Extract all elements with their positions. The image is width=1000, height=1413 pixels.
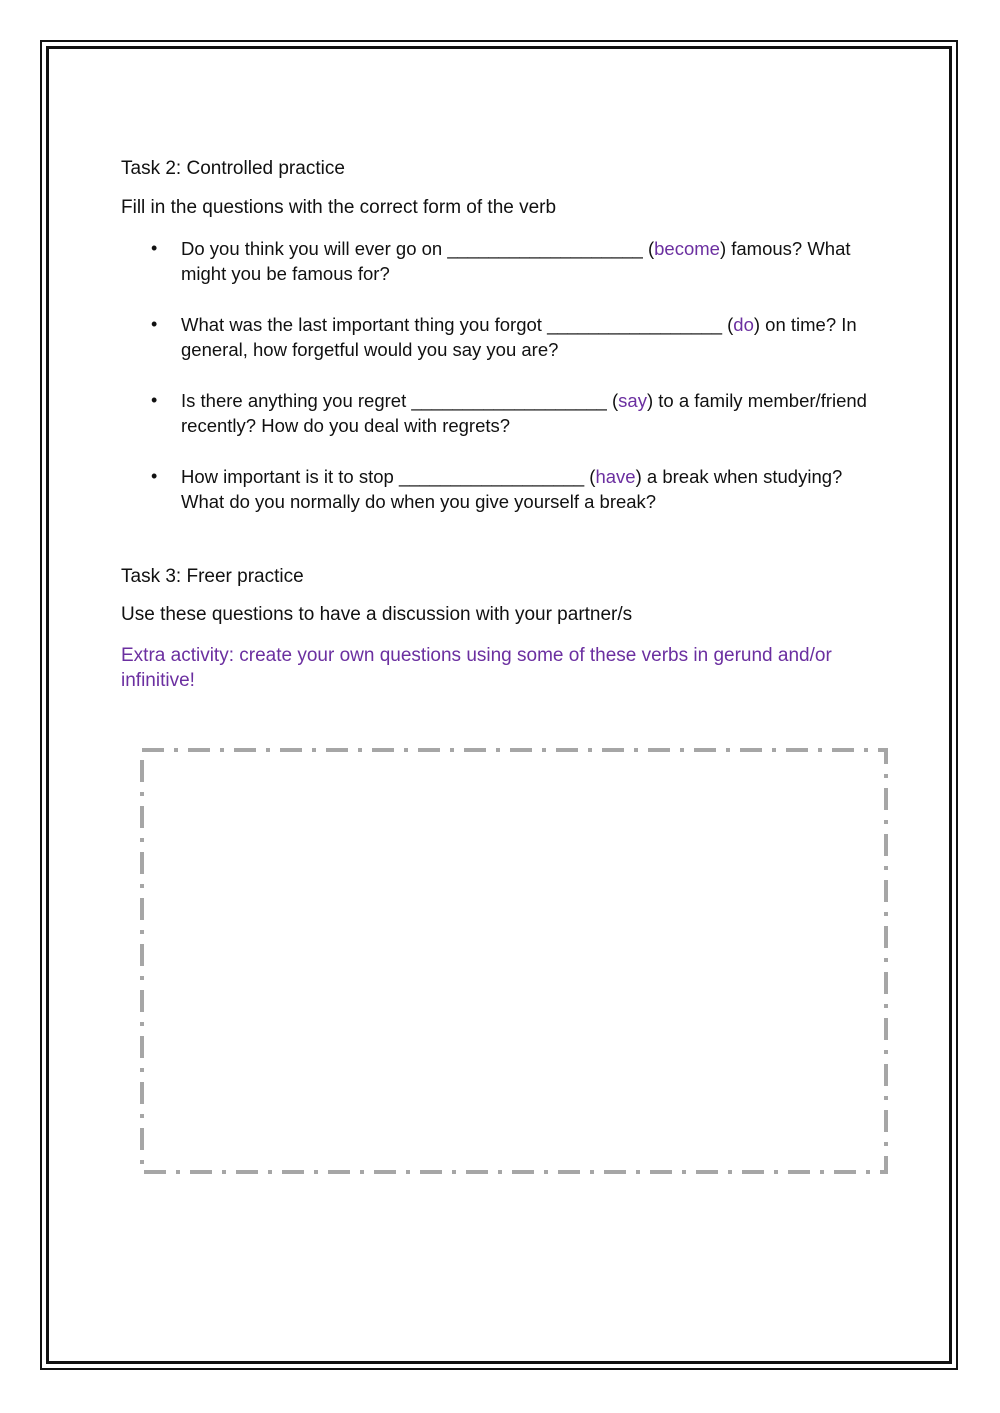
answer-box-border [142,750,886,1172]
question-text: Is there anything you regret ___________________ (say) to a family member/friend recently? How do you deal with regrets? [181,390,867,436]
bullet-icon: • [151,314,158,334]
verb-hint: do [733,314,754,335]
task2-instruction: Fill in the questions with the correct form of the verb [121,197,557,218]
extra-activity: Extra activity: create your own questions using some of these verbs in gerund and/or infinitive! [121,645,832,691]
bullet-icon: • [151,466,158,486]
question-1 [151,236,886,286]
task3-instruction: Use these questions to have a discussion with your partner/s [121,604,633,625]
question-2 [151,312,886,362]
task3-title: Task 3: Freer practice [121,566,304,587]
question-3 [151,388,886,438]
bullet-icon: • [151,390,158,410]
answer-box[interactable] [118,730,908,1190]
verb-hint: have [595,466,636,487]
task2-title: Task 2: Controlled practice [121,158,345,179]
verb-hint: say [618,390,647,411]
question-text: How important is it to stop __________________ (have) a break when studying? What do you normally do when you give yourself a break? [181,466,843,512]
question-text: What was the last important thing you forgot _________________ (do) on time? In general, how forgetful would you say you are? [181,314,857,360]
verb-hint: become [654,238,720,259]
question-4 [151,464,886,514]
bullet-icon: • [151,238,158,258]
question-text: Do you think you will ever go on ___________________ (become) famous? What might you be famous for? [181,238,851,284]
